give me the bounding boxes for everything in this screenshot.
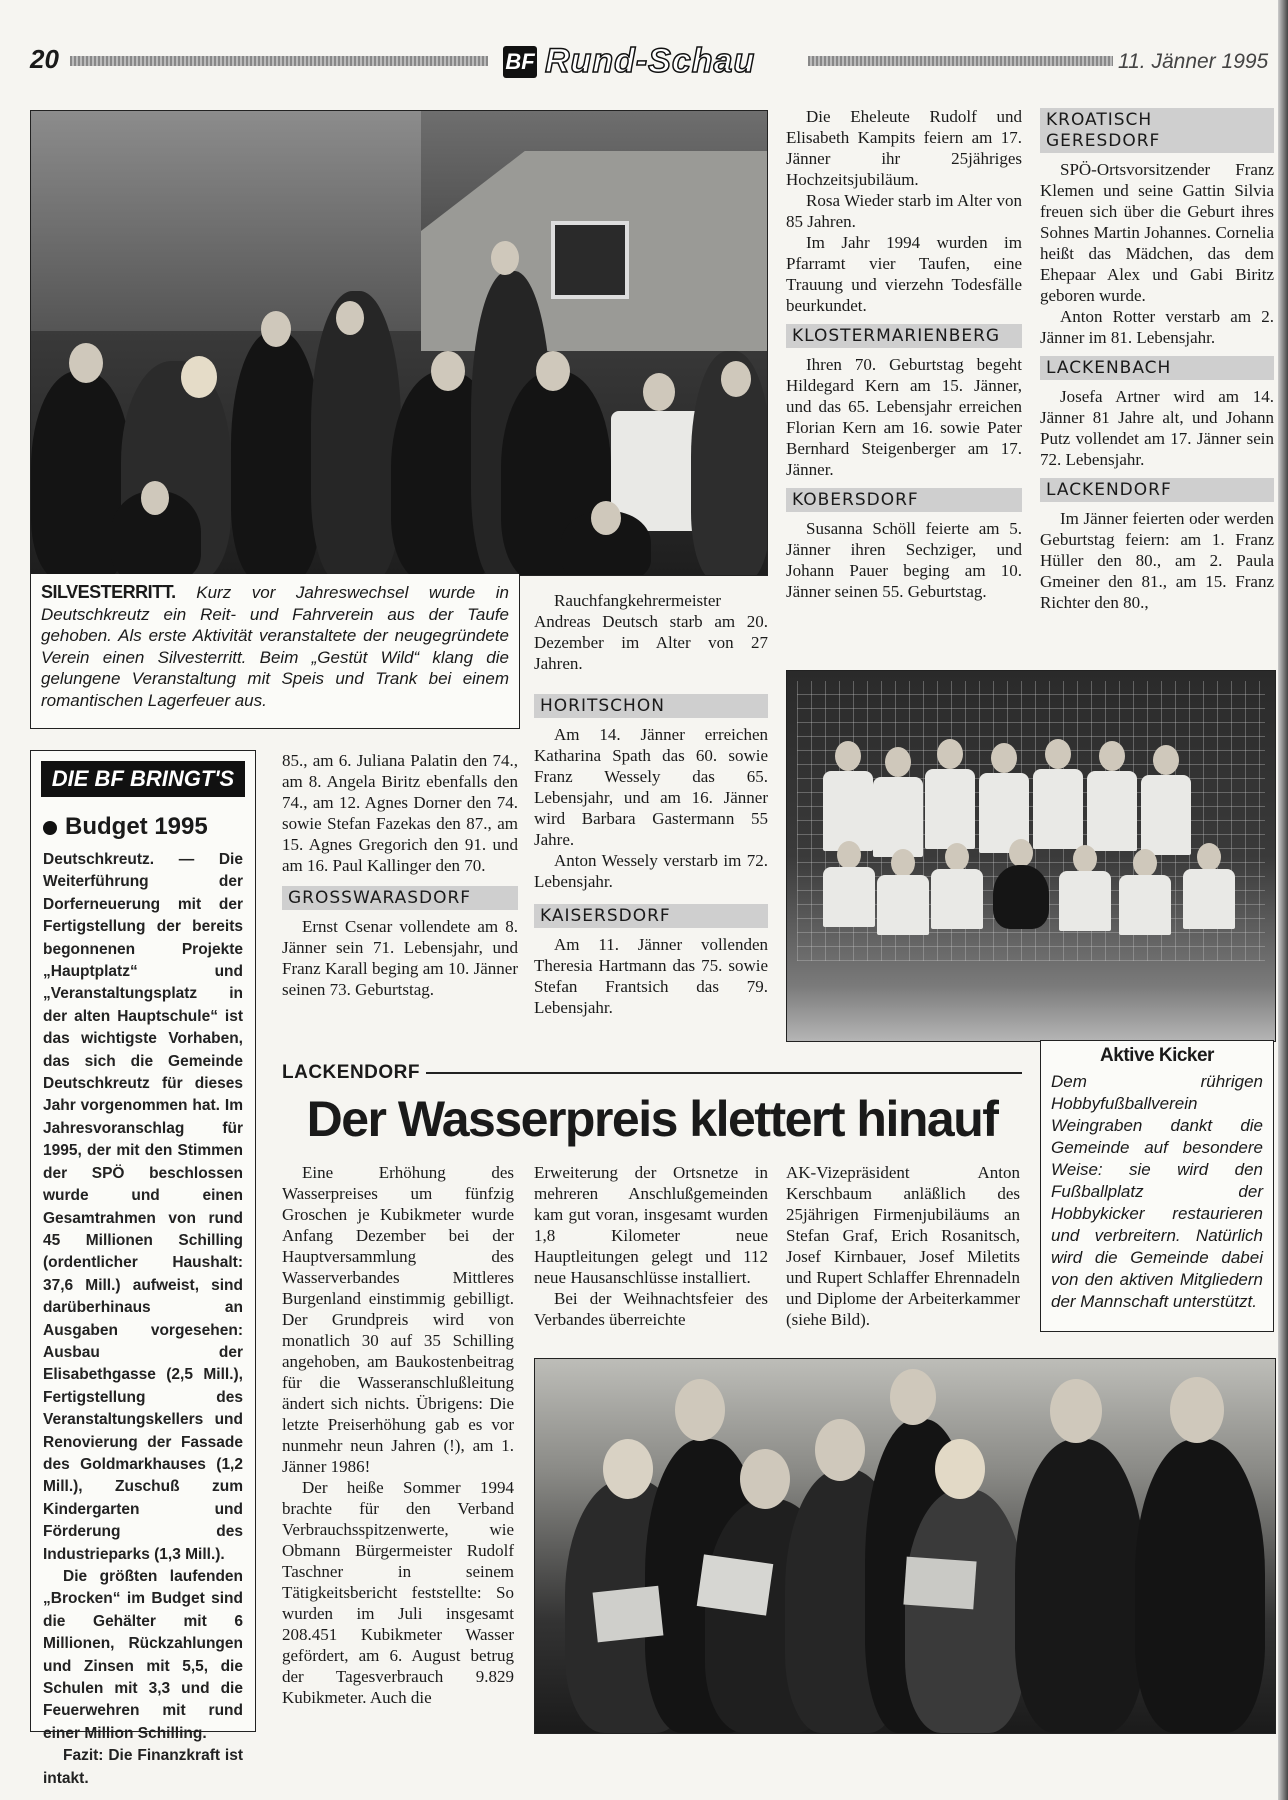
col3-top <box>786 106 1022 602</box>
group-photo-icon <box>31 111 767 575</box>
klostermarienberg-title: KLOSTERMARIENBERG <box>786 324 1022 348</box>
col2-mid <box>282 750 518 1000</box>
kaisersdorf-title: KAISERSDORF <box>534 904 768 928</box>
kroatisch-geresdorf-p2: Anton Rotter verstarb am 2. Jänner im 81. Lebensjahr. <box>1040 307 1274 347</box>
horitschon-p1: Am 14. Jänner erreichen Katharina Spath das 60. sowie Franz Wessely das 65. Lebensjahr, und am 16. Jänner wird Barbara Gastermann 55 Jahre. <box>534 725 768 849</box>
kicker-title: Aktive Kicker <box>1100 1045 1214 1066</box>
kicker-caption <box>1040 1040 1274 1332</box>
col2-mid-text: 85., am 6. Juliana Palatin den 74., am 8. Angela Biritz ebenfalls den 74., am 12. Agnes Dorner den 74. sowie Stefan Fazekas den 87., am 15. Agnes Gregorich den 91. und am 16. Paul Kallinger den 70. <box>282 751 518 875</box>
bf-logo: BF <box>503 46 537 78</box>
article-col1-p1: Eine Erhöhung des Wasserpreises um fünfzig Groschen je Kubikmeter wurde Anfang Dezember bei der Hauptversammlung des Wasserverbandes Mittleres Burgenland einstimmig gebilligt. Der Grundpreis wird von monatlich 30 auf 35 Schilling angehoben, am Baukostenbeitrag für die Wasseranschlußleitung ändert sich nichts. Übrigens: Die letzte Preiserhöhung gab es vor nunmehr neun Jahren (!), am 1. Jänner 1986! <box>282 1163 514 1476</box>
article-col3-p1: AK-Vizepräsident Anton Kerschbaum anläßlich des 25jährigen Firmenjubiläums an Stefan Graf, Erich Rosanitsch, Josef Kirnbauer, Josef Miletits und Rupert Schlaffer Ehrennadeln und Diplome der Arbeiterkammer (siehe Bild). <box>786 1163 1020 1329</box>
football-team-photo-icon <box>787 671 1275 1041</box>
issue-date: 11. Jänner 1995 <box>1118 50 1269 73</box>
kobersdorf-text: Susanna Schöll feierte am 5. Jänner ihren Sechziger, und Johann Pauer beging am 10. Jänner seinen 55. Geburtstag. <box>786 519 1022 601</box>
kicker-photo <box>786 670 1276 1042</box>
article-col1-p2: Der heiße Sommer 1994 brachte für den Verband Verbrauchsspitzenwerte, wie Obmann Bürgermeister Rudolf Taschner in seinem Tätigkeitsbericht feststellte: So wurden im Juli insgesamt 208.451 Kubikmeter Wasser gefördert, am 6. August betrug der Tagesverbrauch 9.829 Kubikmeter. Auch die <box>282 1478 514 1707</box>
page-number: 20 <box>30 44 59 74</box>
lackendorf-title: LACKENDORF <box>1040 478 1274 502</box>
article-col2 <box>534 1162 768 1330</box>
silvesterritt-caption <box>30 574 520 729</box>
article-col2-p2: Bei der Weihnachtsfeier des Verbandes überreichte <box>534 1289 768 1329</box>
sidebar-p3: Fazit: Die Finanzkraft ist intakt. <box>43 1747 243 1787</box>
article-headline: Der Wasserpreis klettert hinauf <box>306 1091 998 1147</box>
award-photo <box>534 1358 1276 1734</box>
kroatisch-geresdorf-p1: SPÖ-Ortsvorsitzender Franz Klemen und seine Gattin Silvia freuen sich über die Geburt ihres Sohnes Martin Johannes. Cornelia heißt das Mädchen, das dem Ehepaar Alex und Gabi Biritz geboren wurde. <box>1040 160 1274 305</box>
lackenbach-title: LACKENBACH <box>1040 356 1274 380</box>
bullet-icon <box>43 821 57 835</box>
budget-sidebar <box>30 750 256 1787</box>
header-rule-left <box>70 56 488 66</box>
article-kicker: LACKENDORF <box>282 1062 1022 1084</box>
col3-top-p3: Im Jahr 1994 wurden im Pfarramt vier Taufen, eine Trauung und vierzehn Todesfälle beurkundet. <box>786 233 1022 315</box>
silvesterritt-photo <box>30 110 768 576</box>
kroatisch-geresdorf-title: KROATISCH GERESDORF <box>1040 108 1274 153</box>
silvesterritt-lead: SILVESTERRITT. <box>41 582 176 602</box>
kaisersdorf-text: Am 11. Jänner vollenden Theresia Hartmann das 75. sowie Stefan Frantsich das 79. Lebensjahr. <box>534 935 768 1017</box>
col3-top-p1: Die Eheleute Rudolf und Elisabeth Kampits feiern am 17. Jänner ihr 25jähriges Hochzeitsjubiläum. <box>786 107 1022 189</box>
kicker-text: Dem rührigen Hobbyfußballverein Weingraben dankt die Gemeinde auf besondere Weise: sie wird den Fußballplatz der Hobbykicker restaurieren und verbreitern. Natürlich wird die Gemeinde dabei von den aktiven Mitgliedern der Mannschaft unterstützt. <box>1051 1072 1263 1311</box>
grosswarasdorf-text: Ernst Csenar vollendete am 8. Jänner sein 71. Lebensjahr, und Franz Karall beging am 10. Jänner seinen 73. Geburtstag. <box>282 917 518 999</box>
col2-top <box>534 590 768 1018</box>
article-col3 <box>786 1162 1020 1330</box>
col3-top-p2: Rosa Wieder starb im Alter von 85 Jahren. <box>786 191 1022 231</box>
horitschon-title: HORITSCHON <box>534 694 768 718</box>
lackendorf-text: Im Jänner feierten oder werden Geburtstag feiern: am 1. Franz Hüller den 80., am 2. Paula Gmeiner den 81., am 15. Franz Richter den 80., <box>1040 509 1274 612</box>
grosswarasdorf-title: GROSSWARASDORF <box>282 886 518 910</box>
lackenbach-text: Josefa Artner wird am 14. Jänner 81 Jahre alt, und Johann Putz vollendet am 17. Jänner sein 72. Lebensjahr. <box>1040 387 1274 469</box>
article-col1 <box>282 1162 514 1708</box>
sidebar-title: Budget 1995 <box>65 813 208 840</box>
sidebar-p1: Deutschkreutz. — Die Weiterführung der Dorferneuerung mit der Fertigstellung der bereits begonnenen Projekte „Hauptplatz“ und „Veranstaltungsplatz in der alten Hauptschule“ ist das wichtigste Vorhaben, das sich die Gemeinde Deutschkreutz für dieses Jahr vorgenommen hat. Im Jahresvoranschlag für 1995, der mit den Stimmen der SPÖ beschlossen wurde und einen Gesamtrahmen von rund 45 Millionen Schilling (ordentlicher Haushalt: 37,6 Mill.) aufweist, sind darüberhinaus an Ausgaben vorgesehen: Ausbau der Elisabethgasse (2,5 Mill.), Fertigstellung des Veranstaltungskellers und Renovierung der Fassade des Goldmarkhauses (1,2 Mill.), Zuschuß zum Kindergarten und Förderung des Industrieparks (1,3 Mill.). <box>43 851 243 1563</box>
award-ceremony-photo-icon <box>535 1359 1275 1733</box>
silvesterritt-text: Kurz vor Jahreswechsel wurde in Deutschkreutz ein Reit- und Fahrverein aus der Taufe gehoben. Als erste Aktivität veranstaltete der neugegründete Verein einen Silvesterritt. Beim „Gestüt Wild“ klang die gelungene Veranstaltung mit Speis und Trank bei einem romantischen Lagerfeuer aus. <box>41 583 509 710</box>
col2-top-text: Rauchfangkehrermeister Andreas Deutsch starb am 20. Dezember im Alter von 27 Jahren. <box>534 591 768 673</box>
sidebar-p2: Die größten laufenden „Brocken“ im Budget sind die Gehälter mit 6 Millionen, Rückzahlungen und Zinsen mit 5,5, die Schulen mit 3,3 und die Feuerwehren mit rund einer Million Schilling. <box>43 1568 243 1742</box>
col4-top <box>1040 106 1274 613</box>
horitschon-p2: Anton Wessely verstarb im 72. Lebensjahr. <box>534 851 768 891</box>
page-edge <box>1278 0 1288 1800</box>
header-rule-right <box>808 56 1113 66</box>
sidebar-banner: DIE BF BRINGT'S <box>41 761 245 797</box>
article-col2-p1: Erweiterung der Ortsnetze in mehreren Anschlußgemeinden kam gut voran, insgesamt wurden 1,8 Kilometer neue Hauptleitungen gelegt und 112 neue Hausanschlüsse installiert. <box>534 1163 768 1287</box>
kobersdorf-title: KOBERSDORF <box>786 488 1022 512</box>
klostermarienberg-text: Ihren 70. Geburtstag begeht Hildegard Kern am 15. Jänner, und das 65. Lebensjahr erreichen Florian Kern am 16. sowie Pater Bernhard Steigenberger am 17. Jänner. <box>786 355 1022 479</box>
section-title: Rund-Schau <box>545 42 756 80</box>
